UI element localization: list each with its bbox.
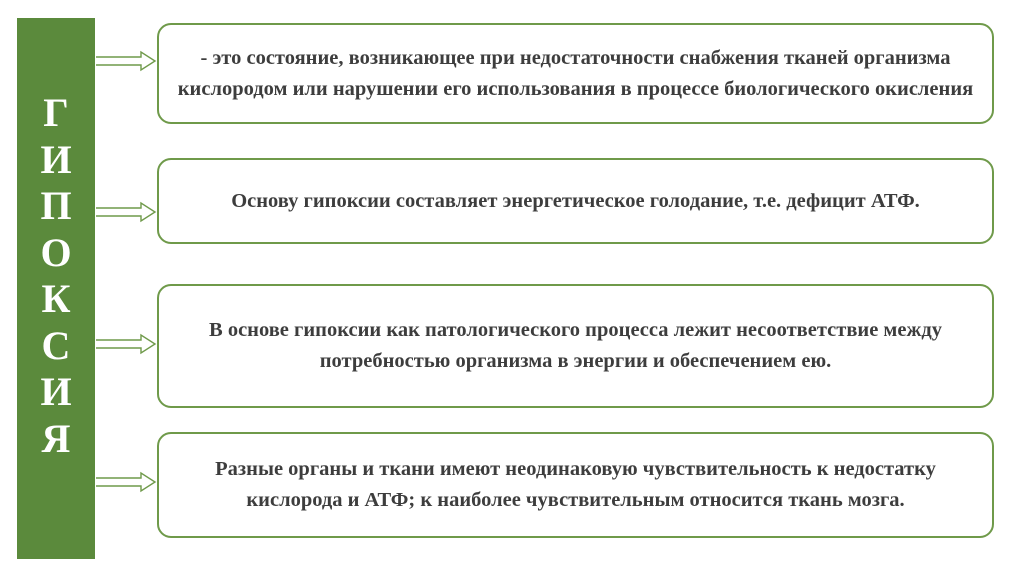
title-letter: К [41,276,71,321]
definition-card [157,23,994,124]
title-letter: О [40,229,72,275]
definition-card [157,432,994,538]
double-arrow-icon [95,471,157,493]
definition-text: Разные органы и ткани имеют неодинаковую чувствительность к недостатку кислорода и АТФ; к наиболее чувствительным относится ткань мозга. [215,458,936,511]
definition-text: - это состояние, возникающее при недостаточности снабжения тканей организма кислородом или нарушении его использования в процессе биологического окисления [177,46,974,100]
double-arrow-icon [95,50,157,72]
title-letter: П [40,183,72,228]
title-letter: И [40,136,72,182]
title-letter: И [40,369,72,414]
definition-text: Основу гипоксии составляет энергетическое голодание, т.е. дефицит АТФ. [231,189,920,212]
title-letter: С [41,322,71,368]
title-bar [17,18,95,559]
title-letter: Г [43,90,69,135]
definition-text: В основе гипоксии как патологического процесса лежит несоответствие между потребностью организма в энергии и обеспечением ею. [209,319,942,372]
definition-card [157,284,994,408]
vertical-title [17,90,95,462]
double-arrow-icon [95,201,157,223]
title-letter: Я [41,415,71,461]
double-arrow-icon [95,333,157,355]
definition-card [157,158,994,244]
